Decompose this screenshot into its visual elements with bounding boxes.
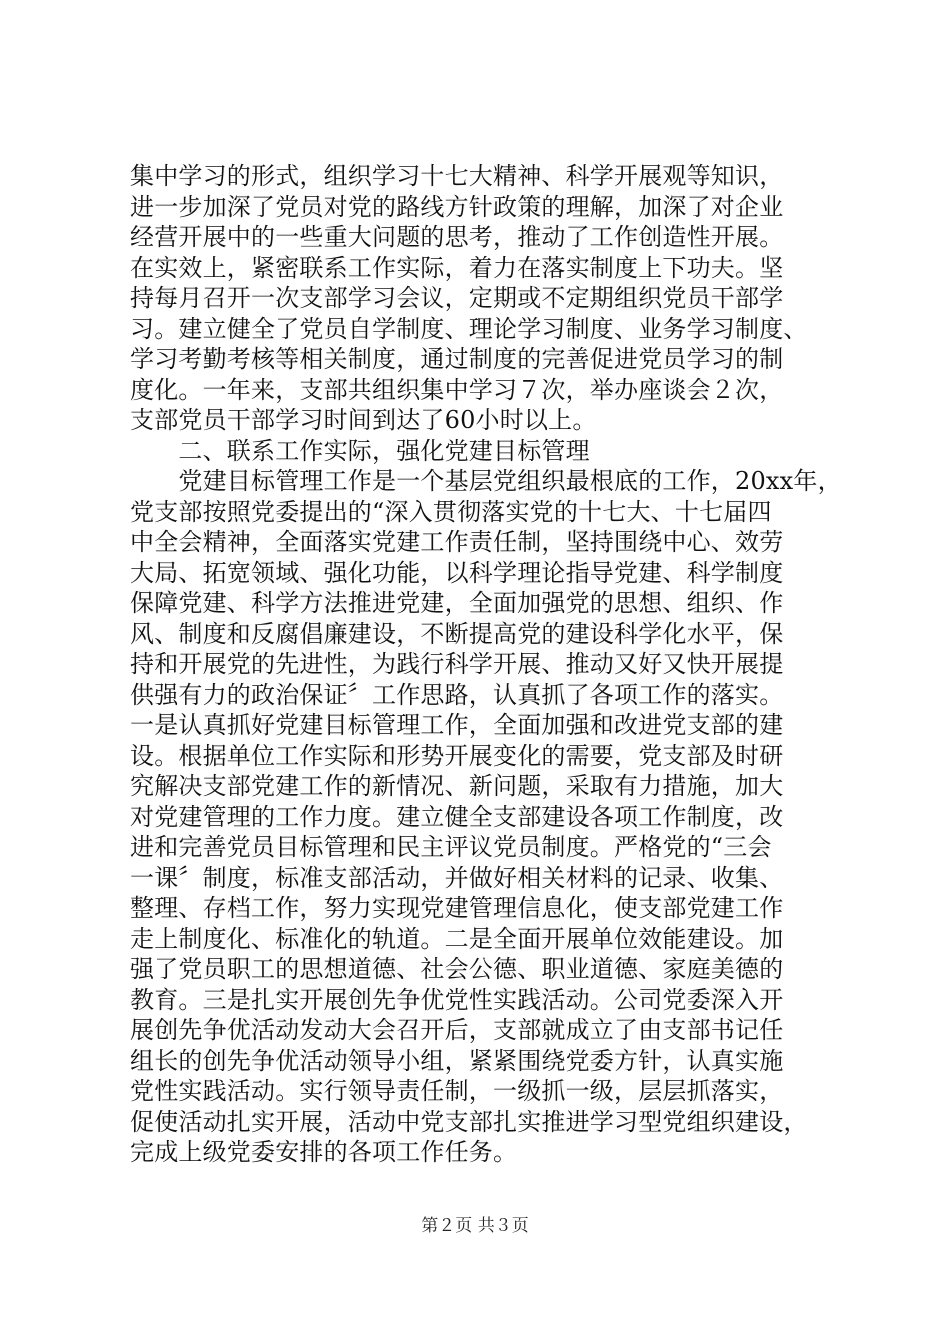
text-line: 支部党员干部学习时间到达了60小时以上。 — [130, 406, 597, 434]
text-line: 促使活动扎实开展，活动中党支部扎实推进学习型党组织建设， — [130, 1107, 808, 1136]
text-line: 党支部按照党委提出的“深入贯彻落实党的十七大、十七届四 — [130, 497, 772, 526]
text-line: 一是认真抓好党建目标管理工作，全面加强和改进党支部的建 — [130, 711, 784, 739]
text-line: 度化。一年来，支部共组织集中学习７次，举办座谈会２次， — [130, 375, 784, 404]
text-line: 设。根据单位工作实际和形势开展变化的需要，党支部及时研 — [130, 741, 784, 770]
text-line: 进和完善党员目标管理和民主评议党员制度。严格党的“三会 — [130, 833, 772, 861]
text-line: 在实效上，紧密联系工作实际，着力在落实制度上下功夫。坚 — [130, 253, 784, 282]
text-line: 大局、拓宽领域、强化功能，以科学理论指导党建、科学制度 — [130, 558, 784, 587]
section-heading: 二、联系工作实际，强化党建目标管理 — [130, 436, 590, 465]
text-line: 保障党建、科学方法推进党建，全面加强党的思想、组织、作 — [130, 589, 784, 617]
text-line: 党性实践活动。实行领导责任制，一级抓一级，层层抓落实， — [130, 1077, 784, 1105]
text-line: 走上制度化、标准化的轨道。二是全面开展单位效能建设。加 — [130, 924, 784, 953]
text-line: 教育。三是扎实开展创先争优党性实践活动。公司党委深入开 — [130, 985, 784, 1014]
text-line: 进一步加深了党员对党的路线方针政策的理解，加深了对企业 — [130, 192, 784, 221]
page-number-footer: 第２页 共３页 — [421, 1216, 529, 1236]
text-line: 完成上级党委安排的各项工作任务。 — [130, 1138, 518, 1166]
text-line: 展创先争优活动发动大会召开后，支部就成立了由支部书记任 — [130, 1016, 784, 1044]
text-line: 组长的创先争优活动领导小组，紧紧围绕党委方针，认真实施 — [130, 1046, 784, 1075]
text-line: 持每月召开一次支部学习会议，定期或不定期组织党员干部学 — [130, 284, 784, 312]
text-line: 对党建管理的工作力度。建立健全支部建设各项工作制度，改 — [130, 802, 784, 831]
text-line: 集中学习的形式，组织学习十七大精神、科学开展观等知识， — [130, 162, 784, 190]
text-line: 供强有力的政治保证〞工作思路，认真抓了各项工作的落实。 — [130, 680, 784, 709]
text-line: 习。建立健全了党员自学制度、理论学习制度、业务学习制度、 — [130, 314, 808, 343]
text-line: 学习考勤考核等相关制度，通过制度的完善促进党员学习的制 — [130, 345, 784, 373]
text-line: 持和开展党的先进性，为践行科学开展、推动又好又快开展提 — [130, 650, 784, 678]
text-line: 整理、存档工作，努力实现党建管理信息化，使支部党建工作 — [130, 894, 784, 922]
text-line: 风、制度和反腐倡廉建设，不断提高党的建设科学化水平，保 — [130, 619, 784, 648]
text-line: 经营开展中的一些重大问题的思考，推动了工作创造性开展。 — [130, 223, 784, 251]
text-line: 一课〞制度，标准支部活动，并做好相关材料的记录、收集、 — [130, 863, 784, 892]
text-line: 中全会精神，全面落实党建工作责任制，坚持围绕中心、效劳 — [130, 528, 784, 556]
text-line: 究解决支部党建工作的新情况、新问题，采取有力措施，加大 — [130, 772, 784, 800]
text-line: 党建目标管理工作是一个基层党组织最根底的工作，20xx年， — [130, 467, 842, 495]
text-line: 强了党员职工的思想道德、社会公德、职业道德、家庭美德的 — [130, 955, 784, 983]
